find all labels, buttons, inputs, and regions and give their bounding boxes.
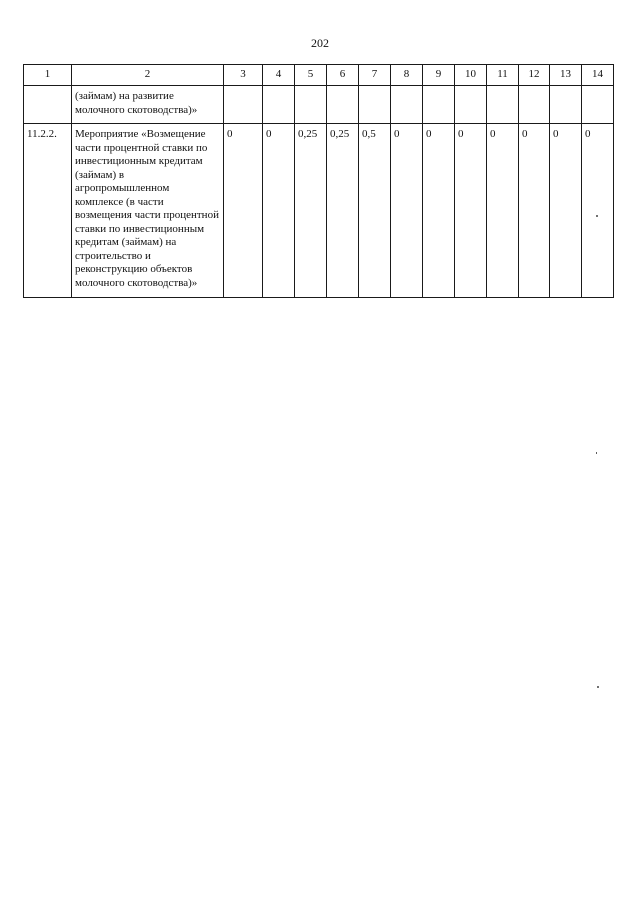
row-value: 0 [487,124,519,298]
header-cell: 1 [24,65,72,86]
header-cell: 11 [487,65,519,86]
row-number: 11.2.2. [24,124,72,298]
table-cell [455,86,487,124]
table-cell [423,86,455,124]
table-row [24,124,614,298]
table-cell [224,86,263,124]
scan-speck [596,452,597,454]
header-cell: 13 [550,65,582,86]
continuation-text: (займам) на развитие молочного скотоводства)» [72,86,224,124]
row-value: 0 [391,124,423,298]
table-cell [359,86,391,124]
header-cell: 7 [359,65,391,86]
row-value: 0 [519,124,550,298]
table-cell [550,86,582,124]
data-table [23,64,614,298]
table-cell [295,86,327,124]
row-value: 0 [550,124,582,298]
row-value: 0 [582,124,614,298]
header-cell: 12 [519,65,550,86]
header-cell: 3 [224,65,263,86]
table-cell [582,86,614,124]
header-cell: 9 [423,65,455,86]
header-cell: 4 [263,65,295,86]
scan-speck [597,686,599,688]
row-value: 0,25 [295,124,327,298]
continuation-row [24,86,614,124]
table-cell [391,86,423,124]
table-cell [327,86,359,124]
table-cell [487,86,519,124]
table-cell [519,86,550,124]
header-cell: 2 [72,65,224,86]
header-cell: 10 [455,65,487,86]
header-cell: 8 [391,65,423,86]
row-value: 0 [455,124,487,298]
row-value: 0,5 [359,124,391,298]
row-name: Мероприятие «Возмещение части процентной ставки по инвестиционным кредитам (займам) в агропромышленном комплексе (в части возмещения части процентной ставки по инвестиционным кредитам (займам) на строительство и реконструкцию объектов молочного скотоводства)» [72,124,224,298]
row-value: 0 [423,124,455,298]
header-cell: 14 [582,65,614,86]
row-value: 0 [224,124,263,298]
header-cell: 6 [327,65,359,86]
table-cell [263,86,295,124]
row-value: 0 [263,124,295,298]
row-value: 0,25 [327,124,359,298]
table-cell [24,86,72,124]
header-row [24,65,614,86]
page-number: 202 [311,36,329,50]
header-cell: 5 [295,65,327,86]
scan-speck [596,215,598,217]
